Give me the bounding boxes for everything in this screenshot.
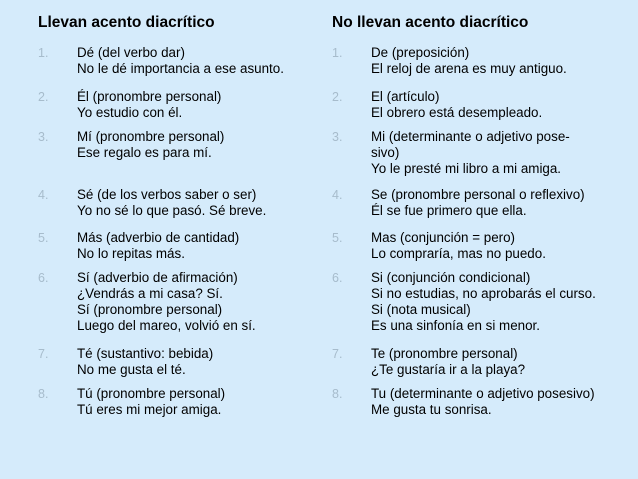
item-number: 8. [38,387,49,401]
item-line: Lo compraría, mas no puedo. [371,246,546,261]
item-line: Si (conjunción condicional) [371,270,531,285]
item-line: Más (adverbio de cantidad) [77,230,240,245]
item-line: Él (pronombre personal) [77,89,222,104]
item-line: No le dé importancia a ese asunto. [77,61,284,76]
item-line: Té (sustantivo: bebida) [77,346,214,361]
item-line: Sé (de los verbos saber o ser) [77,187,257,202]
item-number: 3. [332,130,343,144]
item-line: El reloj de arena es muy antiguo. [371,61,567,76]
item-line: Tú (pronombre personal) [77,386,226,401]
item-line: Si (nota musical) [371,302,471,317]
item-line: Yo le presté mi libro a mi amiga. [371,161,562,176]
item-number: 3. [38,130,49,144]
item-number: 2. [38,90,49,104]
item-line: Se (pronombre personal o reflexivo) [371,187,585,202]
item-number: 7. [332,347,343,361]
item-line: Sí (pronombre personal) [77,302,223,317]
item-line: Luego del mareo, volvió en sí. [77,318,256,333]
item-number: 7. [38,347,49,361]
item-line: Sí (adverbio de afirmación) [77,270,238,285]
item-line: ¿Vendrás a mi casa? Sí. [77,286,223,301]
item-line: Yo estudio con él. [77,105,183,120]
item-number: 5. [38,231,49,245]
item-line: sivo) [371,145,400,160]
item-line: Ese regalo es para mí. [77,145,212,160]
item-line: Dé (del verbo dar) [77,45,185,60]
item-number: 1. [38,46,49,60]
item-line: Te (pronombre personal) [371,346,518,361]
item-line: Mí (pronombre personal) [77,129,225,144]
item-number: 6. [38,271,49,285]
item-number: 2. [332,90,343,104]
item-line: Si no estudias, no aprobarás el curso. [371,286,596,301]
item-line: De (preposición) [371,45,470,60]
item-line: Yo no sé lo que pasó. Sé breve. [77,203,267,218]
item-line: Me gusta tu sonrisa. [371,402,492,417]
item-number: 1. [332,46,343,60]
item-line: Es una sinfonía en si menor. [371,318,540,333]
item-line: Mi (determinante o adjetivo pose- [371,129,570,144]
item-line: El obrero está desempleado. [371,105,543,120]
item-line: Mas (conjunción = pero) [371,230,516,245]
item-line: No lo repitas más. [77,246,185,261]
left-heading: Llevan acento diacrítico [38,14,215,31]
right-heading: No llevan acento diacrítico [332,14,529,31]
item-line: El (artículo) [371,89,440,104]
item-number: 8. [332,387,343,401]
item-number: 4. [38,188,49,202]
item-number: 6. [332,271,343,285]
item-line: Tú eres mi mejor amiga. [77,402,222,417]
item-number: 5. [332,231,343,245]
item-line: ¿Te gustaría ir a la playa? [371,362,526,377]
item-line: No me gusta el té. [77,362,186,377]
item-line: Él se fue primero que ella. [371,203,527,218]
item-number: 4. [332,188,343,202]
item-line: Tu (determinante o adjetivo posesivo) [371,386,595,401]
